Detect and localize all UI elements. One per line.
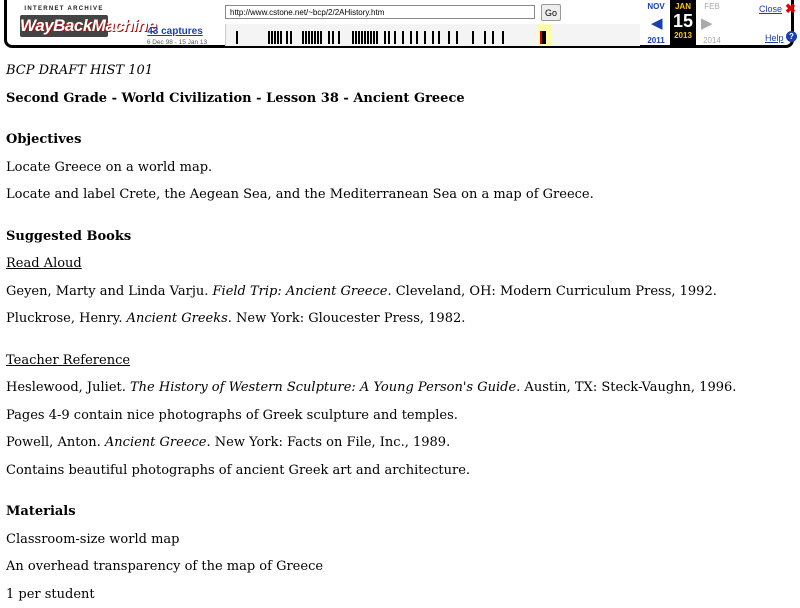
help-link[interactable]: Help [765,33,784,43]
capture-tick [416,31,418,44]
capture-tick [373,31,375,44]
capture-tick [280,31,282,44]
book-title: Field Trip: Ancient Greece [213,284,388,299]
capture-sparkline[interactable] [225,24,640,46]
book-publisher: . Austin, TX: Steck-Vaughn, 1996. [516,380,736,395]
capture-tick [384,31,386,44]
material-item: An overhead transparency of the map of Greece [6,553,786,581]
objective-item: Locate and label Crete, the Aegean Sea, and the Mediterranean Sea on a map of Greece. [6,181,786,209]
capture-tick [290,31,292,44]
sparkline-svg [226,24,640,46]
capture-tick [268,31,270,44]
capture-tick [274,31,276,44]
capture-tick [317,31,319,44]
capture-tick [370,31,372,44]
material-item: Classroom-size world map [6,526,786,554]
close-link[interactable]: Close [759,4,782,14]
close-icon[interactable]: ✖ [785,1,796,17]
lesson-document [6,57,786,608]
suggested-books-heading: Suggested Books [6,223,786,251]
capture-tick [302,31,304,44]
capture-tick [542,31,544,44]
go-button[interactable]: Go [541,4,561,21]
capture-tick [402,31,404,44]
current-year: 2013 [670,31,696,40]
objectives-heading: Objectives [6,126,786,154]
wayback-logo[interactable] [20,6,108,40]
book-title: The History of Western Sculpture: A Young Person's Guide [130,380,516,395]
capture-tick [277,31,279,44]
book-publisher: . New York: Facts on File, Inc., 1989. [207,435,451,450]
capture-tick [484,31,486,44]
capture-tick [236,31,238,44]
capture-tick [308,31,310,44]
teacher-reference-subheading: Teacher Reference [6,347,786,375]
capture-tick [328,31,330,44]
capture-tick [352,31,354,44]
book-author: Geyen, Marty and Linda Varju. [6,284,213,299]
prev-month-link[interactable]: NOV [643,2,669,11]
capture-range: 6 Dec 98 - 15 Jan 13 [137,39,217,46]
capture-tick [361,31,363,44]
capture-tick [332,31,334,44]
book-publisher: . Cleveland, OH: Modern Curriculum Press, 1992. [387,284,716,299]
book-author: Pluckrose, Henry. [6,311,127,326]
capture-tick [438,31,440,44]
capture-tick [364,31,366,44]
book-note: Contains beautiful photographs of ancient Greek art and architecture. [6,457,786,485]
current-month: JAN [670,2,696,11]
capture-tick [367,31,369,44]
current-capture-date [670,0,696,45]
capture-tick [410,31,412,44]
book-citation [6,278,786,306]
book-citation [6,429,786,457]
capture-tick [376,31,378,44]
capture-tick [355,31,357,44]
objective-item: Locate Greece on a world map. [6,154,786,182]
book-author: Powell, Anton. [6,435,105,450]
next-month-label: FEB [699,2,725,11]
book-title: Ancient Greeks [127,311,228,326]
capture-tick [358,31,360,44]
capture-tick [502,31,504,44]
capture-tick [456,31,458,44]
capture-tick [286,31,288,44]
book-publisher: . New York: Gloucester Press, 1982. [228,311,466,326]
current-capture-tick [540,31,542,44]
draft-label: BCP DRAFT HIST 101 [6,57,786,85]
capture-tick [388,31,390,44]
next-year-label: 2014 [699,36,725,45]
capture-tick [271,31,273,44]
prev-year-link[interactable]: 2011 [643,36,669,45]
book-note: Pages 4-9 contain nice photographs of Greek sculpture and temples. [6,402,786,430]
book-citation [6,374,786,402]
capture-tick [472,31,474,44]
capture-tick [320,31,322,44]
capture-tick [314,31,316,44]
materials-heading: Materials [6,498,786,526]
book-author: Heslewood, Juliet. [6,380,130,395]
capture-tick [394,31,396,44]
logo-main-text: WayBackMachine [20,15,108,37]
capture-tick [544,31,546,44]
current-day: 15 [670,11,696,31]
read-aloud-subheading: Read Aloud [6,250,786,278]
capture-tick [305,31,307,44]
capture-tick [448,31,450,44]
wayback-toolbar [4,0,794,48]
book-citation [6,305,786,333]
capture-tick [424,31,426,44]
url-input[interactable]: http://www.cstone.net/~bcp/2/2AHistory.htm [225,5,535,19]
help-icon[interactable]: ? [786,31,797,42]
capture-tick [492,31,494,44]
capture-tick [311,31,313,44]
material-item: 1 per student [6,581,786,608]
captures-link[interactable]: 43 captures [127,26,223,37]
capture-tick [432,31,434,44]
prev-capture-icon[interactable]: ◀ [651,14,663,32]
logo-top-text: INTERNET ARCHIVE [20,6,108,13]
next-capture-icon: ▶ [701,14,713,32]
capture-tick [338,31,340,44]
book-title: Ancient Greece [105,435,207,450]
lesson-title: Second Grade - World Civilization - Lesson 38 - Ancient Greece [6,85,786,113]
